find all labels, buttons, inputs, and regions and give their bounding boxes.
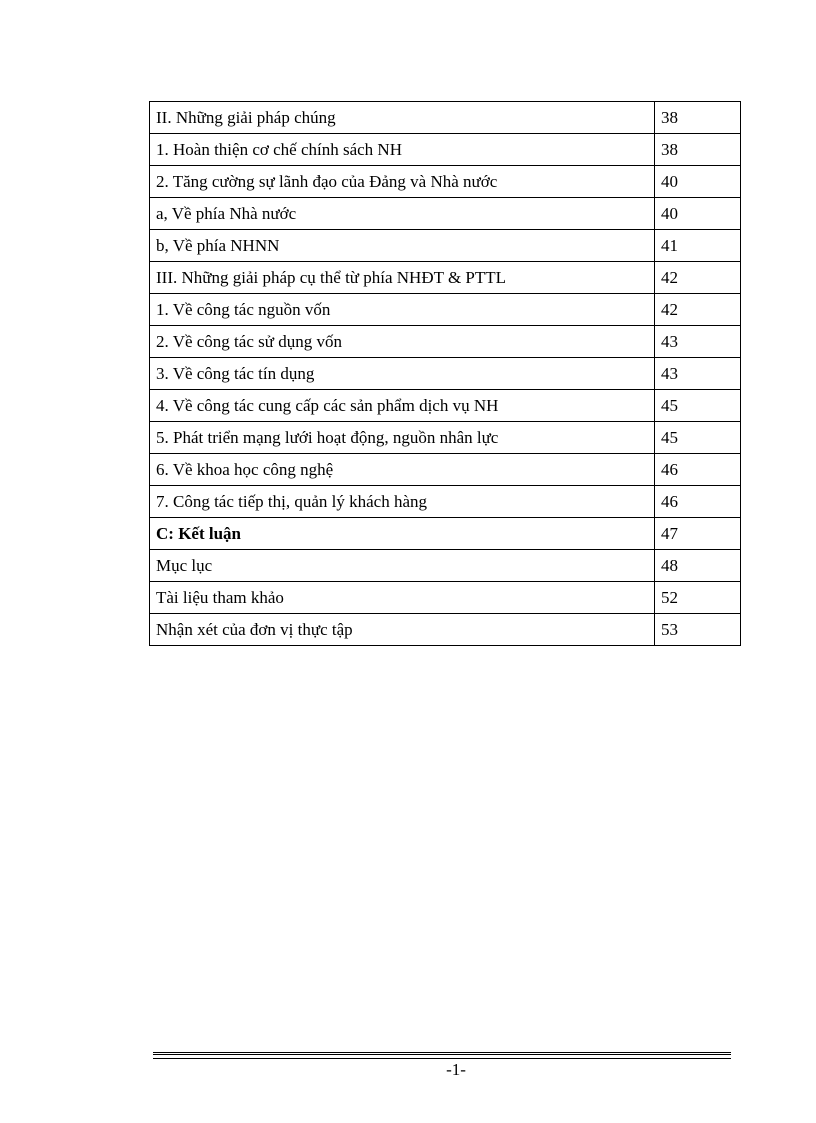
toc-row bbox=[150, 614, 741, 646]
toc-entry-page: 52 bbox=[655, 582, 741, 614]
toc-entry-title: a, Về phía Nhà nước bbox=[150, 198, 655, 230]
toc-entry-title: 1. Hoàn thiện cơ chế chính sách NH bbox=[150, 134, 655, 166]
toc-entry-title: II. Những giải pháp chúng bbox=[150, 102, 655, 134]
toc-entry-page: 43 bbox=[655, 358, 741, 390]
toc-row bbox=[150, 550, 741, 582]
toc-entry-title: 6. Về khoa học công nghệ bbox=[150, 454, 655, 486]
toc-row bbox=[150, 326, 741, 358]
toc-entry-page: 42 bbox=[655, 262, 741, 294]
toc-row bbox=[150, 230, 741, 262]
toc-row bbox=[150, 358, 741, 390]
toc-entry-page: 40 bbox=[655, 166, 741, 198]
toc-entry-title: Tài liệu tham khảo bbox=[150, 582, 655, 614]
toc-entry-page: 45 bbox=[655, 422, 741, 454]
toc-body bbox=[150, 102, 741, 646]
footer-double-rule bbox=[153, 1052, 731, 1055]
toc-entry-title: C: Kết luận bbox=[150, 518, 655, 550]
toc-entry-title: 4. Về công tác cung cấp các sản phẩm dịch vụ NH bbox=[150, 390, 655, 422]
toc-entry-page: 53 bbox=[655, 614, 741, 646]
toc-row bbox=[150, 454, 741, 486]
toc-row bbox=[150, 198, 741, 230]
toc-entry-title: 2. Tăng cường sự lãnh đạo của Đảng và Nhà nước bbox=[150, 166, 655, 198]
toc-entry-title: 7. Công tác tiếp thị, quản lý khách hàng bbox=[150, 486, 655, 518]
footer-thin-rule bbox=[153, 1058, 731, 1059]
toc-entry-page: 47 bbox=[655, 518, 741, 550]
toc-row bbox=[150, 486, 741, 518]
toc-entry-title: Nhận xét của đơn vị thực tập bbox=[150, 614, 655, 646]
toc-row bbox=[150, 390, 741, 422]
toc-row bbox=[150, 582, 741, 614]
toc-row bbox=[150, 294, 741, 326]
toc-row bbox=[150, 518, 741, 550]
toc-row bbox=[150, 422, 741, 454]
toc-entry-title: Mục lục bbox=[150, 550, 655, 582]
toc-entry-page: 41 bbox=[655, 230, 741, 262]
table-of-contents bbox=[149, 101, 741, 646]
toc-entry-title: 2. Về công tác sử dụng vốn bbox=[150, 326, 655, 358]
toc-entry-page: 40 bbox=[655, 198, 741, 230]
toc-entry-title: III. Những giải pháp cụ thể từ phía NHĐT & PTTL bbox=[150, 262, 655, 294]
toc-entry-page: 46 bbox=[655, 454, 741, 486]
toc-entry-page: 38 bbox=[655, 102, 741, 134]
toc-entry-page: 38 bbox=[655, 134, 741, 166]
toc-entry-title: 5. Phát triển mạng lưới hoạt động, nguồn nhân lực bbox=[150, 422, 655, 454]
toc-entry-title: 1. Về công tác nguồn vốn bbox=[150, 294, 655, 326]
toc-entry-title: b, Về phía NHNN bbox=[150, 230, 655, 262]
toc-entry-page: 45 bbox=[655, 390, 741, 422]
toc-row bbox=[150, 134, 741, 166]
toc-row bbox=[150, 166, 741, 198]
toc-entry-title: 3. Về công tác tín dụng bbox=[150, 358, 655, 390]
toc-entry-page: 46 bbox=[655, 486, 741, 518]
toc-row bbox=[150, 262, 741, 294]
toc-entry-page: 48 bbox=[655, 550, 741, 582]
toc-entry-page: 42 bbox=[655, 294, 741, 326]
page-number: -1- bbox=[446, 1060, 466, 1079]
toc-entry-page: 43 bbox=[655, 326, 741, 358]
toc-row bbox=[150, 102, 741, 134]
